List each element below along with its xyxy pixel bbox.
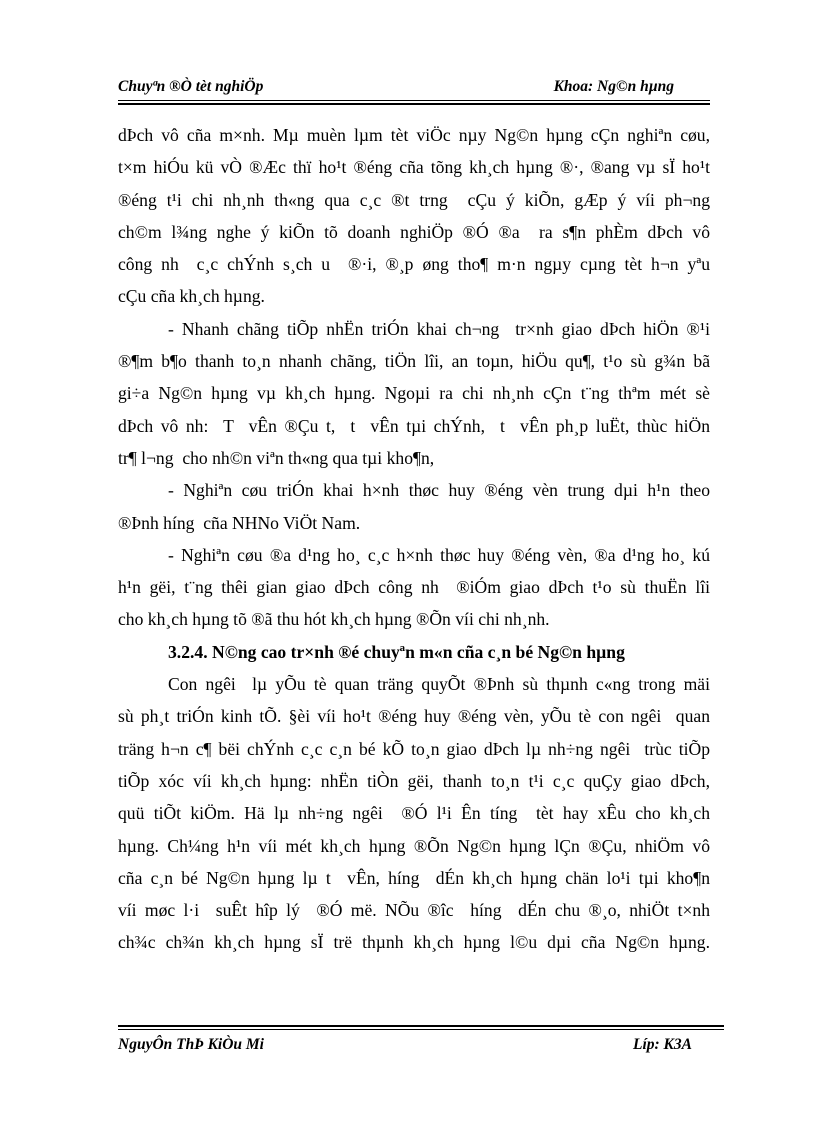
page-header: [118, 78, 710, 100]
paragraph: [118, 313, 710, 474]
text-line: cña c¸n bé Ng©n hµng lµ t vÊn, híng dÉn kh¸ch hµng chän lo¹i tµi kho¶n: [118, 867, 710, 888]
text-line: ch¾c ch¾n kh¸ch hµng sÏ trë thµnh kh¸ch hµng l©u dµi cña Ng©n hµng.: [118, 932, 710, 953]
section-heading: 3.2.4. N©ng cao tr×nh ®é chuyªn m«n cña c¸n bé Ng©n hµng: [168, 641, 625, 662]
text-line: công nh c¸c chÝnh s¸ch u ®·i, ®¸p øng tho¶ m·n ngµy cµng tèt h¬n yªu: [118, 254, 710, 275]
text-line: dÞch vô nh: T vÊn ®Çu t, t vÊn tµi chÝnh, t vÊn ph¸p luËt, thùc hiÖn: [118, 415, 710, 436]
text-line: cho kh¸ch hµng tõ ®ã thu hót kh¸ch hµng ®Õn víi chi nh¸nh.: [118, 609, 550, 630]
text-line: quü tiÕt kiÖm. Hä lµ nh÷ng ngêi ®Ó l¹i Ên tíng tèt hay xÊu cho kh¸ch: [118, 803, 710, 824]
document-body: [118, 119, 710, 959]
text-line: ®éng t¹i chi nh¸nh th«ng qua c¸c ®t trng cÇu ý kiÕn, gÆp ý víi ph¬ng: [118, 189, 710, 210]
text-line: gi÷a Ng©n hµng vµ kh¸ch hµng. Ngoµi ra chi nh¸nh cÇn t¨ng thªm mét sè: [118, 383, 710, 404]
paragraph: [118, 539, 710, 636]
footer-rule-thin: [118, 1029, 724, 1030]
text-line: ®Þnh híng cña NHNo ViÖt Nam.: [118, 512, 361, 533]
text-line: dÞch vô cña m×nh. Mµ muèn lµm tèt viÖc nµy Ng©n hµng cÇn nghiªn cøu,: [118, 125, 710, 145]
text-line: t×m hiÓu kü vÒ ®Æc thï ho¹t ®éng cña tõng kh¸ch hµng ®·, ®ang vµ sÏ ho¹t: [118, 157, 710, 178]
text-line: tr¶ l¬ng cho nh©n viªn th«ng qua tµi kho¶n,: [118, 447, 435, 468]
footer-rule-thick: [118, 1025, 724, 1027]
paragraph: [118, 474, 710, 539]
paragraph: [118, 119, 710, 313]
header-title: Chuyªn ®Ò tèt nghiÖp: [118, 78, 264, 95]
text-line: - Nghiªn cøu triÓn khai h×nh thøc huy ®éng vèn trung dµi h¹n theo: [168, 480, 710, 501]
text-line: sù ph¸t triÓn kinh tÕ. §èi víi ho¹t ®éng huy ®éng vèn, yÕu tè con ngêi quan: [118, 706, 710, 727]
text-line: tiÕp xóc víi kh¸ch hµng: nhËn tiÒn gëi, thanh to¸n t¹i c¸c quÇy giao dÞch,: [118, 770, 710, 791]
header-faculty: Khoa: Ng©n hµng: [553, 78, 674, 95]
header-rule-thin: [118, 100, 710, 101]
text-line: h¹n gëi, t¨ng thêi gian giao dÞch công nh ®iÓm giao dÞch t¹o sù thuËn lîi: [118, 577, 710, 598]
text-line: träng h¬n c¶ bëi chÝnh c¸c c¸n bé kÕ to¸n giao dÞch lµ nh÷ng ngêi trùc tiÕp: [118, 738, 710, 759]
footer-class: Líp: K3A: [633, 1036, 692, 1053]
footer-author: NguyÔn ThÞ KiÒu Mi: [118, 1036, 264, 1053]
paragraph: [118, 668, 710, 959]
text-line: - Nhanh chãng tiÕp nhËn triÓn khai ch¬ng tr×nh giao dÞch hiÖn ®¹i: [168, 318, 710, 339]
text-line: Con ngêi lµ yÕu tè quan träng quyÕt ®Þnh sù thµnh c«ng trong mäi: [168, 674, 710, 695]
text-line: ch©m l¾ng nghe ý kiÕn tõ doanh nghiÖp ®Ó ®a ra s¶n phÈm dÞch vô: [118, 221, 710, 242]
page-footer: [118, 1036, 710, 1058]
text-line: hµng. Ch¼ng h¹n víi mét kh¸ch hµng ®Õn Ng©n hµng lÇn ®Çu, nhiÖm vô: [118, 835, 710, 856]
text-line: víi møc l·i suÊt hîp lý ®Ó më. NÕu ®îc híng dÉn chu ®¸o, nhiÖt t×nh: [118, 900, 710, 921]
text-line: ®¶m b¶o thanh to¸n nhanh chãng, tiÖn lîi, an toµn, hiÖu qu¶, t¹o sù g¾n bã: [118, 351, 710, 372]
text-line: - Nghiªn cøu ®a d¹ng ho¸ c¸c h×nh thøc huy ®éng vèn, ®a d¹ng ho¸ kú: [168, 544, 710, 565]
header-rule-thick: [118, 103, 710, 105]
text-line: cÇu cña kh¸ch hµng.: [118, 286, 265, 307]
